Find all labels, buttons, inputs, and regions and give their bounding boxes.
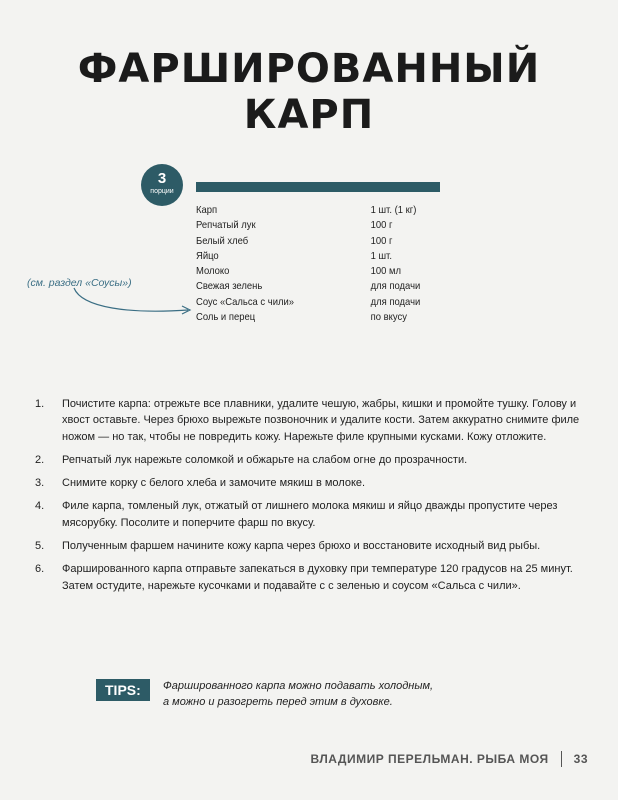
title-line-1: ФАРШИРОВАННЫЙ (77, 46, 541, 92)
page-title (0, 46, 618, 138)
ingredient-row (196, 203, 420, 218)
page-number: 33 (573, 752, 588, 766)
step-number: 1. (35, 398, 45, 410)
tips-line-1: Фаршированного карпа можно подавать холодным, (163, 680, 434, 692)
ingredient-qty: 1 шт. (370, 249, 392, 262)
ingredient-row (196, 234, 420, 249)
ingredient-name: Яйцо (196, 249, 219, 262)
step-item (35, 498, 595, 531)
ingredient-qty: 100 г (370, 234, 393, 247)
ingredients-header-bar (196, 182, 440, 192)
tips-line-2: а можно и разогреть перед этим в духовке. (163, 696, 393, 708)
ingredient-row (196, 279, 420, 294)
ingredient-name: Белый хлеб (196, 234, 249, 247)
step-item (35, 561, 595, 594)
step-item (35, 452, 595, 468)
footer-book-title: ВЛАДИМИР ПЕРЕЛЬМАН. РЫБА МОЯ (310, 752, 549, 766)
step-number: 5. (35, 540, 45, 553)
ingredient-name: Карп (196, 204, 218, 216)
step-text: Филе карпа, томленый лук, отжатый от лишнего молока мякиш и яйцо дважды пропустите через мясорубку. Посолите и поперчите фарш по вкусу. (62, 500, 558, 529)
title-line-2: КАРП (243, 92, 375, 138)
step-item (35, 538, 595, 554)
step-item (35, 396, 595, 445)
portions-label: порции (150, 188, 174, 195)
ingredient-name: Молоко (196, 265, 230, 278)
ingredient-name: Соус «Сальса с чили» (196, 295, 295, 308)
ingredient-qty: 100 мл (370, 265, 402, 278)
step-number: 6. (35, 563, 45, 576)
ingredient-qty: по вкусу (370, 311, 407, 324)
step-text: Фаршированного карпа отправьте запекаться в духовку при температуре 120 градусов на 25 минут. Затем остудите, нарежьте кусочками и подавайте с с зеленью и соусом «Сальса с чили». (62, 563, 573, 592)
tips-label: TIPS: (96, 679, 150, 701)
step-item (35, 475, 595, 491)
ingredient-row (196, 295, 420, 310)
ingredient-qty: 100 г (370, 219, 393, 232)
step-text: Репчатый лук нарежьте соломкой и обжарьте на слабом огне до прозрачности. (62, 453, 468, 466)
step-text: Почистите карпа: отрежьте все плавники, удалите чешую, жабры, кишки и промойте тушку. Голову и хвост оставьте. Через брюхо вырежьте позвоночник и удалите кости. Затем аккуратно снимите филе ножом — но так, чтобы не повредить кожу. Нарежьте филе крупными кусками. Кожу отложите. (62, 398, 580, 443)
sauce-reference-note: (см. раздел «Соусы») (27, 277, 132, 289)
step-number: 4. (35, 500, 45, 513)
ingredient-name: Свежая зелень (196, 280, 263, 293)
footer-divider (561, 751, 562, 767)
step-text: Полученным фаршем начините кожу карпа через брюхо и восстановите исходный вид рыбы. (62, 540, 541, 553)
step-number: 3. (35, 477, 45, 490)
ingredients-list (196, 203, 420, 325)
step-number: 2. (35, 453, 45, 466)
ingredient-name: Соль и перец (196, 311, 256, 324)
arrow-icon (70, 286, 200, 326)
page-footer (311, 751, 589, 767)
ingredient-qty: для подачи (370, 280, 421, 293)
ingredient-qty: для подачи (370, 295, 421, 308)
steps-list (35, 396, 595, 601)
step-text: Снимите корку с белого хлеба и замочите мякиш в молоке. (62, 477, 366, 490)
portions-badge (141, 164, 183, 206)
tips-text (163, 678, 523, 710)
ingredient-row (196, 310, 420, 325)
ingredient-row (196, 249, 420, 264)
ingredient-name: Репчатый лук (196, 219, 256, 232)
ingredient-qty: 1 шт. (1 кг) (370, 204, 417, 216)
portions-number: 3 (157, 170, 167, 187)
ingredient-row (196, 218, 420, 233)
ingredient-row (196, 264, 420, 279)
